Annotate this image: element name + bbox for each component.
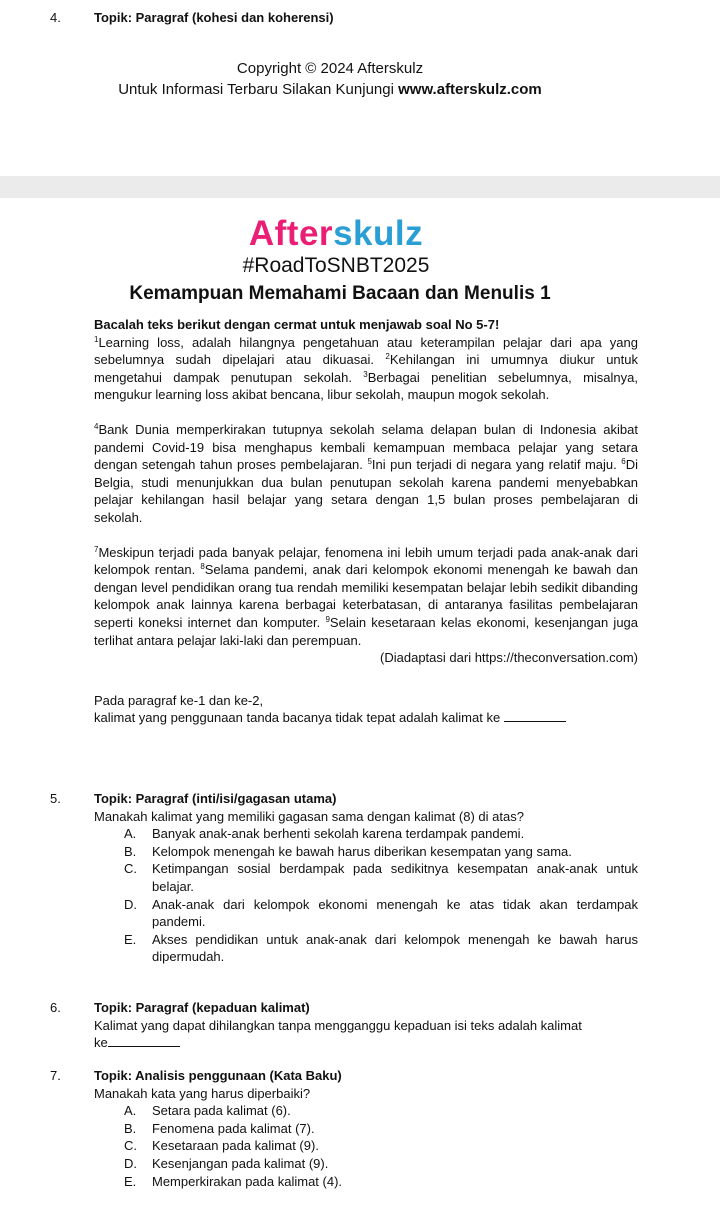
sentence-number: 2 — [385, 352, 390, 362]
question-5-topic: Topik: Paragraf (inti/isi/gagasan utama) — [94, 791, 337, 806]
question-6-answer-prefix: ke — [94, 1035, 108, 1051]
sentence-number: 3 — [363, 369, 368, 379]
answer-option[interactable] — [124, 1102, 638, 1120]
hashtag: #RoadToSNBT2025 — [242, 254, 430, 277]
option-text: Anak-anak dari kelompok ekonomi menengah ke atas tidak akan terdampak pandemi. — [152, 896, 638, 930]
sentence-text: Bank Dunia memperkirakan tutupnya sekolah selama delapan bulan di Indonesia akibat pandemi Covid-19 bisa menghapus kembali kemampuan membaca pelajar yang setara dengan setengah tahun proses pembelajaran. — [94, 421, 638, 473]
option-label: D. — [124, 896, 137, 912]
sentence-number: 5 — [367, 457, 372, 467]
sentence-number: 8 — [200, 562, 205, 572]
option-text: Memperkirakan pada kalimat (4). — [152, 1173, 343, 1189]
answer-option[interactable] — [124, 1173, 638, 1191]
option-label: D. — [124, 1155, 137, 1171]
sentence-number: 4 — [94, 421, 99, 431]
answer-option[interactable] — [124, 896, 638, 931]
option-text: Kesenjangan pada kalimat (9). — [152, 1155, 329, 1171]
sentence-text: Meskipun terjadi pada banyak pelajar, fenomena ini lebih umum terjadi pada anak-anak dari kelompok rentan. — [94, 544, 638, 578]
question-4-prompt: kalimat yang penggunaan tanda bacanya tidak tepat adalah kalimat ke — [94, 710, 501, 726]
sentence-text: Berbagai penelitian sebelumnya, misalnya, mengukur learning loss akibat bencana, libur sekolah, maupun mogok sekolah. — [94, 369, 638, 403]
question-6 — [50, 999, 638, 1052]
paragraph-1 — [94, 334, 638, 404]
previous-page-footer — [0, 0, 720, 176]
question-4-line-2 — [94, 709, 638, 727]
question-5-number: 5. — [50, 791, 61, 806]
answer-option[interactable] — [124, 843, 638, 861]
paragraph-2 — [94, 421, 638, 527]
question-6-topic: Topik: Paragraf (kepaduan kalimat) — [94, 1000, 310, 1015]
option-text: Setara pada kalimat (6). — [152, 1103, 291, 1119]
answer-option[interactable] — [124, 825, 638, 843]
sentence-number: 9 — [325, 614, 330, 624]
website-link[interactable]: www.afterskulz.com — [398, 81, 542, 98]
brand-logo-part1: After — [248, 214, 334, 253]
source-citation: (Diadaptasi dari https://theconversation.com) — [380, 650, 638, 666]
sentence-number: 1 — [94, 334, 99, 344]
option-text: Kesetaraan pada kalimat (9). — [152, 1138, 319, 1154]
option-label: E. — [124, 1173, 137, 1189]
option-label: B. — [124, 1120, 137, 1136]
question-5 — [50, 790, 638, 966]
question-6-text: Kalimat yang dapat dihilangkan tanpa mengganggu kepaduan isi teks adalah kalimat — [94, 1017, 582, 1033]
option-text: Banyak anak-anak berhenti sekolah karena terdampak pandemi. — [152, 826, 525, 842]
answer-option[interactable] — [124, 931, 638, 966]
copyright-notice: Copyright © 2024 Afterskulz — [236, 60, 424, 77]
question-5-text: Manakah kalimat yang memiliki gagasan sama dengan kalimat (8) di atas? — [94, 808, 524, 824]
sentence-text: Learning loss, adalah hilangnya pengetahuan atau keterampilan pelajar dari apa yang sebelumnya sudah dipelajari atau dikuasai. — [94, 334, 638, 368]
option-label: C. — [124, 1138, 137, 1154]
sentence-text: Selama pandemi, anak dari kelompok ekonomi menengah ke bawah dan dengan level pendidikan orang tua rendah memiliki kesempatan belajar lebih sedikit dibanding kelompok anak lainnya karena berbagai keterbatasan, di antaranya fasilitas pembelajaran seperti koneksi internet dan komputer. — [94, 562, 638, 630]
answer-blank — [504, 710, 566, 722]
page-separator — [0, 176, 720, 198]
answer-option[interactable] — [124, 1155, 638, 1173]
question-6-answer-line — [94, 1034, 638, 1052]
sentence-number: 6 — [621, 457, 626, 467]
question-4-topic: Topik: Paragraf (kohesi dan koherensi) — [94, 10, 334, 25]
option-text: Fenomena pada kalimat (7). — [152, 1120, 315, 1136]
sentence-number: 7 — [94, 544, 99, 554]
sentence-text: Kehilangan ini umumnya diukur untuk mengetahui dampak penutupan sekolah. — [94, 352, 638, 385]
question-7-options — [94, 1102, 638, 1190]
answer-option[interactable] — [124, 1120, 638, 1138]
brand-logo-part2: skulz — [333, 214, 424, 253]
question-7-number: 7. — [50, 1068, 61, 1083]
answer-option[interactable] — [124, 860, 638, 895]
answer-option[interactable] — [124, 1137, 638, 1155]
brand-logo — [0, 214, 672, 254]
info-line — [0, 81, 660, 98]
option-text: Akses pendidikan untuk anak-anak dari kelompok menengah ke bawah harus dipermudah. — [152, 931, 638, 965]
option-label: B. — [124, 843, 137, 859]
question-4-line-1: Pada paragraf ke-1 dan ke-2, — [94, 692, 264, 708]
answer-blank — [108, 1035, 180, 1047]
option-label: A. — [124, 1103, 137, 1119]
question-6-number: 6. — [50, 1000, 61, 1015]
option-label: A. — [124, 826, 137, 842]
question-7 — [50, 1067, 638, 1190]
option-text: Kelompok menengah ke bawah harus diberikan kesempatan yang sama. — [152, 843, 572, 859]
question-7-text: Manakah kata yang harus diperbaiki? — [94, 1085, 311, 1101]
sentence-text: Ini pun terjadi di negara yang relatif maju. — [371, 457, 622, 473]
question-5-options — [94, 825, 638, 966]
page-title: Kemampuan Memahami Bacaan dan Menulis 1 — [129, 283, 551, 304]
question-7-topic: Topik: Analisis penggunaan (Kata Baku) — [94, 1068, 342, 1083]
info-prefix: Untuk Informasi Terbaru Silakan Kunjungi — [118, 81, 394, 98]
reading-passage — [94, 316, 638, 727]
option-text: Ketimpangan sosial berdampak pada sedikitnya kesempatan anak-anak untuk belajar. — [152, 861, 638, 894]
paragraph-3 — [94, 544, 638, 650]
option-label: E. — [124, 931, 137, 947]
option-label: C. — [124, 861, 137, 877]
passage-instruction: Bacalah teks berikut dengan cermat untuk menjawab soal No 5-7! — [94, 317, 500, 332]
sentence-text: Di Belgia, studi menunjukkan dua bulan penutupan sekolah karena pandemi menyebabkan pelajar kehilangan hasil belajar yang setara dengan 1,5 bulan proses pembelajaran di sekolah. — [94, 457, 639, 525]
sentence-text: Selain kesetaraan kelas ekonomi, kesenjangan juga terlihat antara pelajar laki-laki dan perempuan. — [94, 614, 639, 648]
question-4-number: 4. — [50, 10, 61, 25]
